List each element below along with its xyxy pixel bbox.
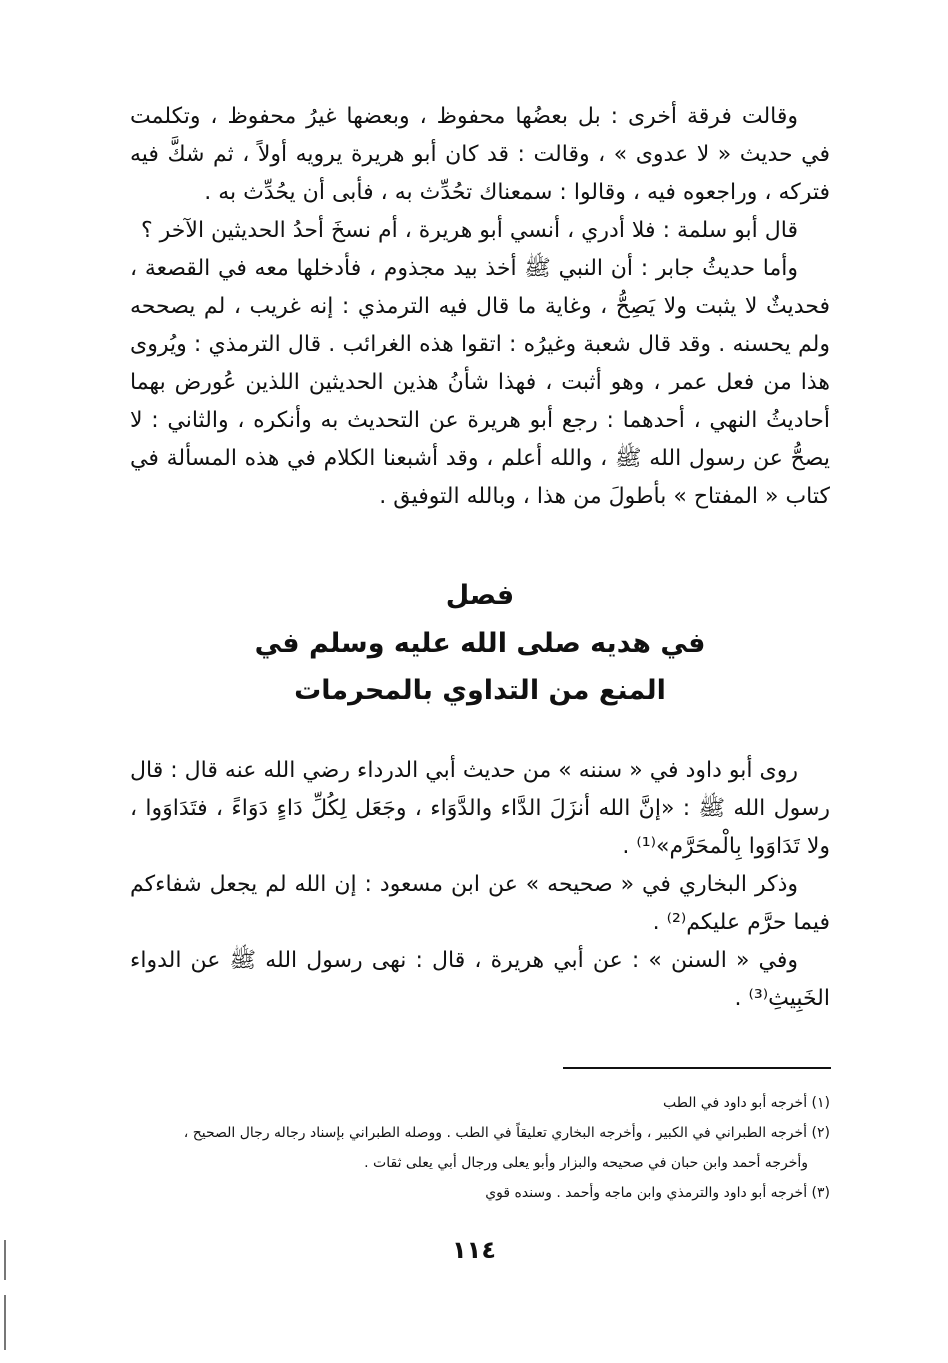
- scan-edge-mark: [4, 1295, 6, 1350]
- paragraph: وقالت فرقة أخرى : بل بعضُها محفوظ ، وبعضها غيرُ محفوظ ، وتكلمت في حديث « لا عدوى » ، وقالت : قد كان أبو هريرة يرويه أولاً ، ثم شكَّ فيه فتركه ، وراجعوه فيه ، وقالوا : سمعناك تحُدِّث به ، فأبى أن يحُدِّث به .: [130, 104, 830, 205]
- page-number: ١١٤: [452, 1236, 496, 1264]
- paragraph: وذكر البخاري في « صحيحه » عن ابن مسعود : إن الله لم يجعل شفاءكم فيما حرَّم عليكم⁽²⁾ .: [130, 872, 830, 935]
- footnote-1: (١) أخرجه أبو داود في الطب: [662, 1095, 830, 1111]
- section-title: فصل: [445, 580, 515, 611]
- body-text-top: [130, 98, 830, 516]
- section-subtitle-line-2: المنع من التداوي بالمحرمات: [294, 675, 666, 706]
- scan-edge-mark: [4, 1240, 6, 1280]
- footnotes: [130, 1088, 830, 1208]
- footnote-2-continued: وأخرجه أحمد وابن حبان في صحيحه والبزار وأبو يعلى ورجال أبي يعلى ثقات .: [364, 1155, 808, 1171]
- paragraph: وفي « السنن » : عن أبي هريرة ، قال : نهى رسول الله ﷺ عن الدواء الخَبِيثِ⁽³⁾ .: [130, 948, 830, 1011]
- paragraph: قال أبو سلمة : فلا أدري ، أنسي أبو هريرة ، أم نسخَ أحدُ الحديثين الآخر ؟: [141, 218, 798, 243]
- footnote-divider: [563, 1067, 831, 1069]
- body-text-bottom: [130, 752, 830, 1018]
- footnote-2: (٢) أخرجه الطبراني في الكبير ، وأخرجه البخاري تعليقاً في الطب . ووصله الطبراني بإسناد رجاله رجال الصحيح ،: [183, 1125, 830, 1141]
- section-subtitle-line-1: في هديه صلى الله عليه وسلم في: [254, 628, 706, 659]
- paragraph: روى أبو داود في « سننه » من حديث أبي الدرداء رضي الله عنه قال : قال رسول الله ﷺ : «إنَّ الله أنزَلَ الدَّاء والدَّوَاء ، وجَعَل لِكُلِّ دَاءٍ دَوَاءً ، فتَدَاوَوا ، ولا تَدَاوَوا بِالْمحَرَّم»⁽¹⁾ .: [130, 758, 830, 859]
- paragraph: وأما حديثُ جابر : أن النبي ﷺ أخذ بيد مجذوم ، فأدخلها معه في القصعة ، فحديثٌ لا يثبت ولا يَصِحُّ ، وغاية ما قال فيه الترمذي : إنه غريب ، لم يصححه ولم يحسنه . وقد قال شعبة وغيرُه : اتقوا هذه الغرائب . قال الترمذي : ويُروى هذا من فعل عمر ، وهو أثبت ، فهذا شأنُ هذين الحديثين اللذين عُورض بهما أحاديثُ النهي ، أحدهما : رجع أبو هريرة عن التحديث به وأنكره ، والثاني : لا يصحُّ عن رسول الله ﷺ ، والله أعلم ، وقد أشبعنا الكلام في هذه المسألة في كتاب « المفتاح » بأطولَ من هذا ، وبالله التوفيق .: [130, 256, 830, 509]
- footnote-3: (٣) أخرجه أبو داود والترمذي وابن ماجه وأحمد . وسنده قوي: [485, 1185, 830, 1201]
